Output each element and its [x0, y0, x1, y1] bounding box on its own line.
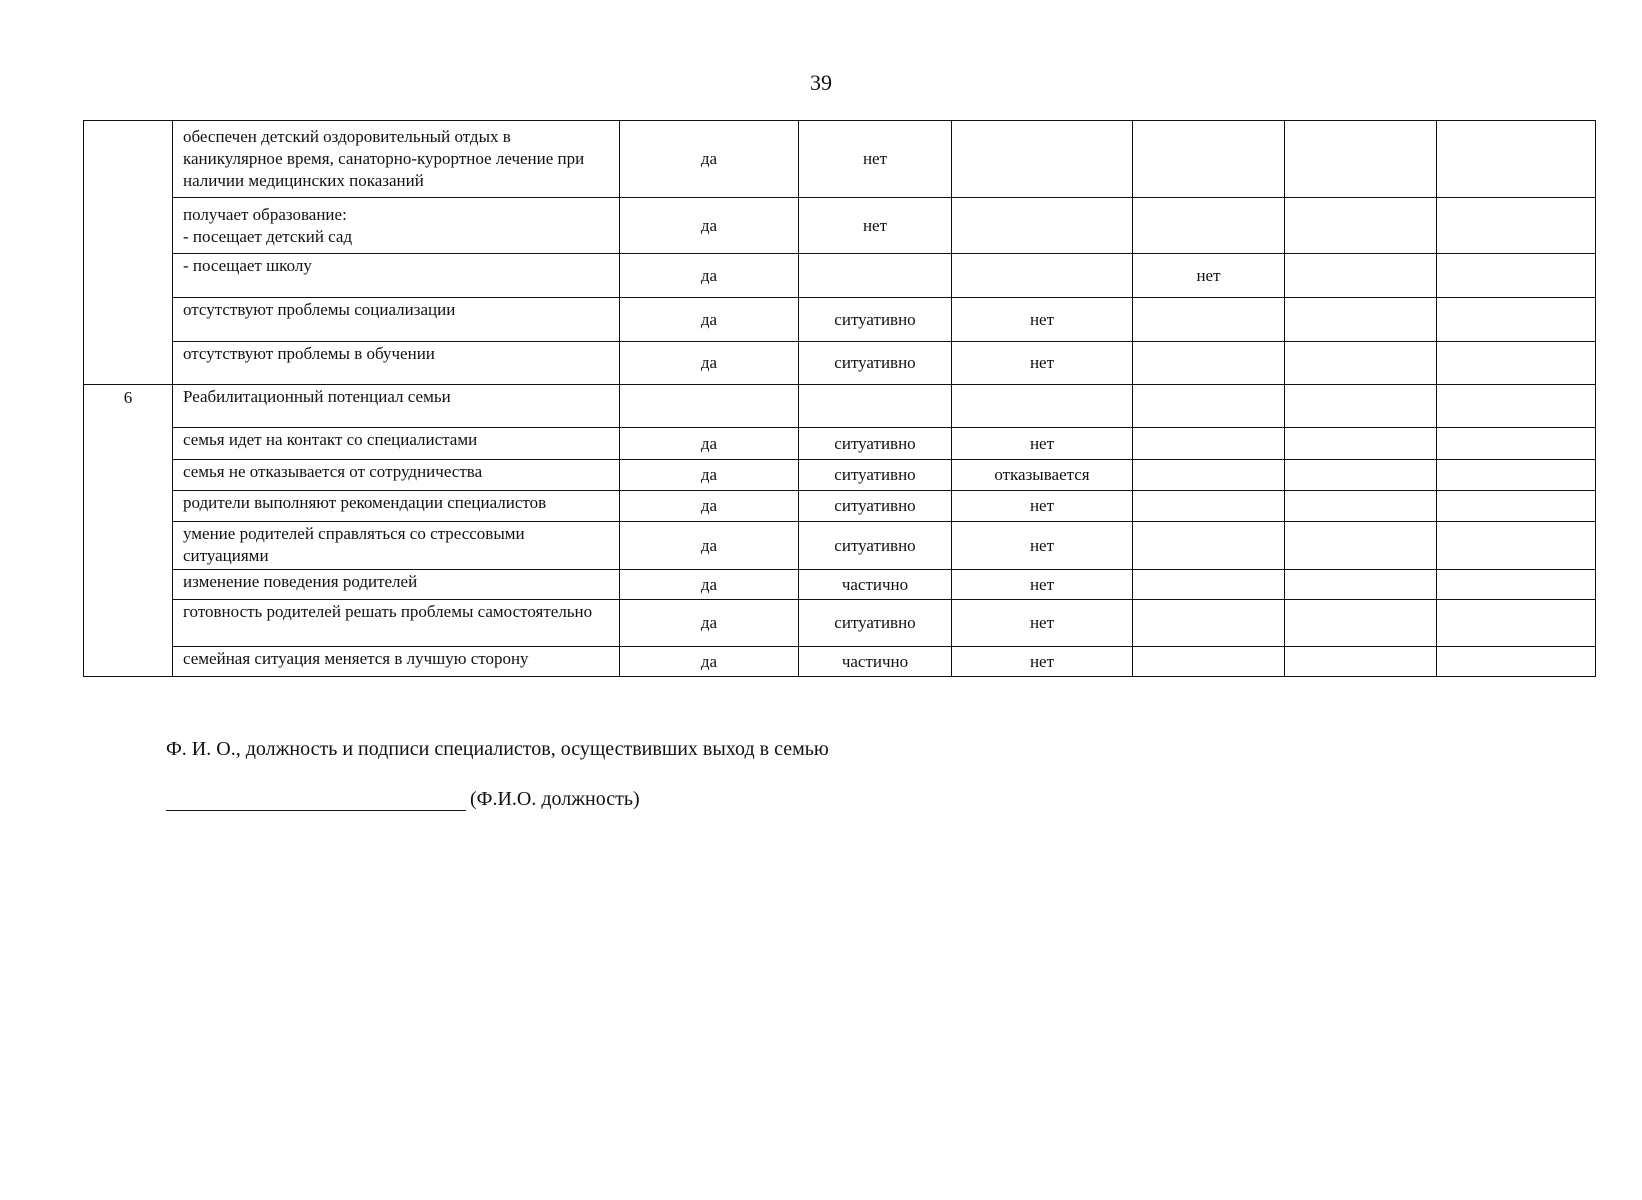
option-cell: да — [620, 491, 799, 522]
option-cell — [799, 385, 952, 428]
option-cell — [1285, 570, 1437, 600]
option-cell: нет — [952, 491, 1133, 522]
option-cell: частично — [799, 570, 952, 600]
option-cell: нет — [1133, 254, 1285, 298]
option-cell: частично — [799, 647, 952, 677]
option-cell: нет — [952, 570, 1133, 600]
option-cell — [1133, 121, 1285, 198]
option-cell — [1133, 198, 1285, 254]
option-cell: да — [620, 121, 799, 198]
option-cell — [1133, 491, 1285, 522]
option-cell: ситуативно — [799, 522, 952, 570]
option-cell: да — [620, 342, 799, 385]
option-cell — [1285, 428, 1437, 460]
criterion-label: родители выполняют рекомендации специалистов — [173, 491, 620, 522]
option-cell — [952, 121, 1133, 198]
option-cell — [1285, 647, 1437, 677]
option-cell — [1285, 298, 1437, 342]
option-cell — [1285, 522, 1437, 570]
table-row — [84, 522, 1596, 570]
option-cell: нет — [952, 647, 1133, 677]
option-cell: нет — [799, 198, 952, 254]
option-cell — [1285, 342, 1437, 385]
option-cell: ситуативно — [799, 298, 952, 342]
option-cell — [1437, 600, 1596, 647]
option-cell: нет — [952, 522, 1133, 570]
option-cell — [1285, 460, 1437, 491]
table-row — [84, 647, 1596, 677]
option-cell — [1437, 428, 1596, 460]
option-cell: ситуативно — [799, 600, 952, 647]
option-cell — [1285, 385, 1437, 428]
option-cell: отказывается — [952, 460, 1133, 491]
row-number-cell: 6 — [84, 385, 173, 677]
option-cell — [1437, 491, 1596, 522]
option-cell — [1437, 522, 1596, 570]
option-cell: ситуативно — [799, 342, 952, 385]
option-cell — [799, 254, 952, 298]
criterion-label: умение родителей справляться со стрессовыми ситуациями — [173, 522, 620, 570]
option-cell — [1437, 198, 1596, 254]
option-cell — [620, 385, 799, 428]
option-cell — [1133, 342, 1285, 385]
option-cell: нет — [952, 428, 1133, 460]
option-cell — [1437, 460, 1596, 491]
option-cell: ситуативно — [799, 460, 952, 491]
option-cell — [1285, 121, 1437, 198]
criterion-label: изменение поведения родителей — [173, 570, 620, 600]
option-cell — [1285, 491, 1437, 522]
option-cell: ситуативно — [799, 428, 952, 460]
option-cell: да — [620, 460, 799, 491]
option-cell — [1133, 600, 1285, 647]
fio-label: (Ф.И.О. должность) — [470, 788, 640, 810]
option-cell — [952, 198, 1133, 254]
option-cell: да — [620, 647, 799, 677]
table-row — [84, 428, 1596, 460]
option-cell: да — [620, 570, 799, 600]
option-cell — [1285, 198, 1437, 254]
table-row — [84, 198, 1596, 254]
option-cell — [1133, 522, 1285, 570]
option-cell — [952, 254, 1133, 298]
criterion-label: готовность родителей решать проблемы самостоятельно — [173, 600, 620, 647]
criterion-label: обеспечен детский оздоровительный отдых в каникулярное время, санаторно-курортное лечение при наличии медицинских показаний — [173, 121, 620, 198]
option-cell — [1133, 647, 1285, 677]
table-row — [84, 460, 1596, 491]
option-cell: да — [620, 254, 799, 298]
option-cell — [1437, 385, 1596, 428]
criterion-label: - посещает школу — [173, 254, 620, 298]
table-row — [84, 491, 1596, 522]
option-cell — [1133, 460, 1285, 491]
table-row — [84, 385, 1596, 428]
table-row — [84, 600, 1596, 647]
table-row — [84, 298, 1596, 342]
option-cell — [1437, 254, 1596, 298]
section-title: Реабилитационный потенциал семьи — [173, 385, 620, 428]
option-cell — [1133, 298, 1285, 342]
option-cell — [1285, 254, 1437, 298]
option-cell — [1285, 600, 1437, 647]
table-row — [84, 254, 1596, 298]
option-cell — [1437, 647, 1596, 677]
option-cell: да — [620, 428, 799, 460]
table-row — [84, 121, 1596, 198]
criterion-label: семейная ситуация меняется в лучшую сторону — [173, 647, 620, 677]
option-cell: нет — [799, 121, 952, 198]
option-cell: да — [620, 298, 799, 342]
criterion-label: семья идет на контакт со специалистами — [173, 428, 620, 460]
option-cell — [1133, 570, 1285, 600]
option-cell: да — [620, 522, 799, 570]
criterion-label: получает образование: - посещает детский сад — [173, 198, 620, 254]
signature-line — [166, 788, 640, 811]
table-row — [84, 342, 1596, 385]
option-cell — [1133, 428, 1285, 460]
option-cell — [1437, 298, 1596, 342]
criterion-label: отсутствуют проблемы в обучении — [173, 342, 620, 385]
assessment-table — [83, 120, 1596, 677]
option-cell: нет — [952, 298, 1133, 342]
option-cell — [1133, 385, 1285, 428]
option-cell — [1437, 121, 1596, 198]
table-row — [84, 570, 1596, 600]
criterion-label: семья не отказывается от сотрудничества — [173, 460, 620, 491]
option-cell — [1437, 342, 1596, 385]
row-number-cell — [84, 121, 173, 385]
criterion-label: отсутствуют проблемы социализации — [173, 298, 620, 342]
option-cell: да — [620, 198, 799, 254]
signature-caption: Ф. И. О., должность и подписи специалистов, осуществивших выход в семью — [166, 738, 829, 760]
option-cell — [952, 385, 1133, 428]
option-cell: да — [620, 600, 799, 647]
option-cell: ситуативно — [799, 491, 952, 522]
page-number: 39 — [810, 70, 832, 95]
option-cell: нет — [952, 600, 1133, 647]
option-cell: нет — [952, 342, 1133, 385]
option-cell — [1437, 570, 1596, 600]
signature-blank-line — [166, 788, 466, 811]
